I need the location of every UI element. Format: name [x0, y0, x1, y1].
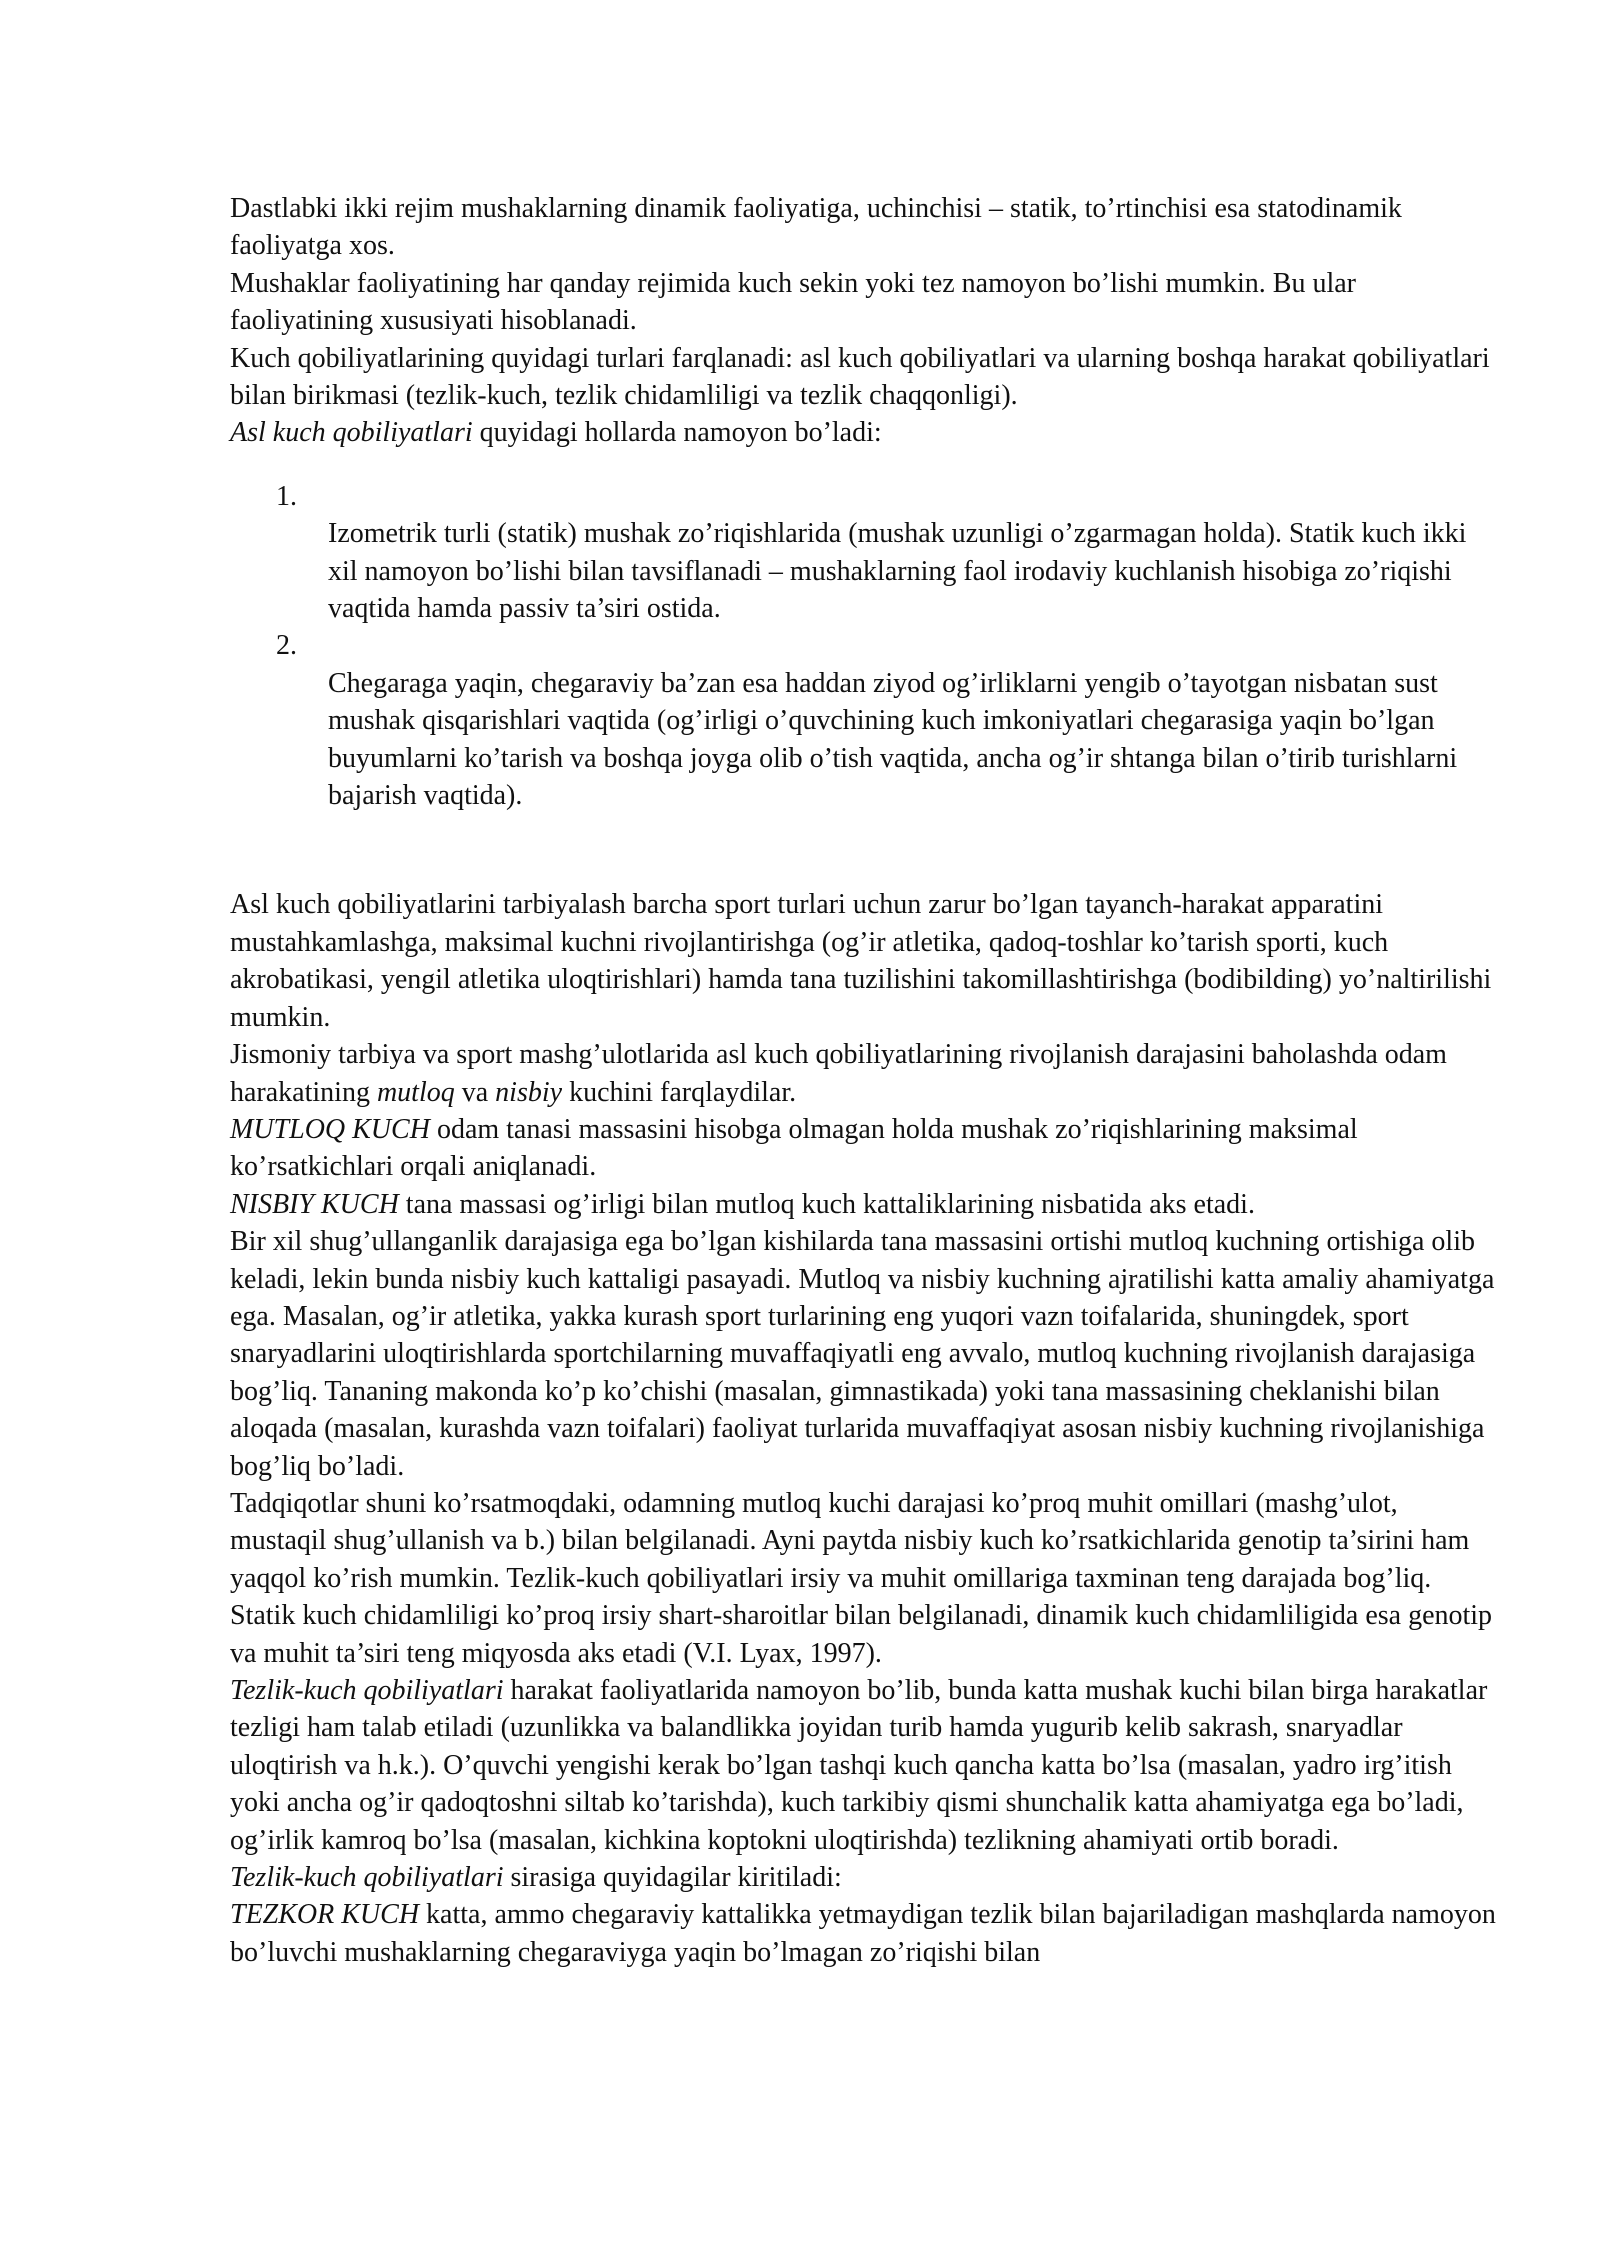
text-run: odam tanasi massasini hisobga olmagan holda mushak zo’riqishlarining maksimal ko’rsatkichlari orqali aniqlanadi.	[230, 1113, 1358, 1183]
paragraph-p9	[230, 1223, 1500, 1485]
paragraph-p8	[230, 1186, 1500, 1223]
text-run: tana massasi og’irligi bilan mutloq kuch kattaliklarining nisbatida aks etadi.	[398, 1188, 1255, 1220]
italic-term: nisbiy	[495, 1076, 563, 1108]
paragraph-p4	[230, 414, 1500, 451]
text-run: harakat faoliyatlarida namoyon bo’lib, bunda katta mushak kuchi bilan birga harakatlar tezligi ham talab etiladi (uzunlikka va balandlikka joyidan turib hamda yugurib kelib sakrash, snaryadlar uloqtirish va h.k.). O’quvchi yengishi kerak bo’lgan tashqi kuch qancha katta bo’lsa (masalan, yadro irg’itish yoki ancha og’ir qadoqtoshni siltab ko’tarishda), kuch tarkibiy qismi shunchalik katta ahamiyatga ega bo’ladi, og’irlik kamroq bo’lsa (masalan, kichkina koptokni uloqtirishda) tezlikning ahamiyati ortib boradi.	[230, 1675, 1488, 1856]
paragraph-p6	[230, 1036, 1500, 1111]
paragraph-p11	[230, 1672, 1500, 1859]
italic-term: TEZKOR KUCH	[230, 1899, 420, 1931]
text-run: katta, ammo chegaraviy kattalikka yetmaydigan tezlik bilan bajariladigan mashqlarda namoyon bo’luvchi mushaklarning chegaraviyga yaqin bo’lmagan zo’riqishi bilan	[230, 1899, 1496, 1968]
italic-term: Tezlik-kuch qobiliyatlari	[230, 1675, 504, 1706]
paragraph-p10	[230, 1485, 1500, 1672]
list-item	[230, 627, 1500, 814]
numbered-list	[230, 478, 1500, 815]
italic-term: mutloq	[376, 1076, 455, 1108]
text-run: va	[454, 1076, 496, 1108]
paragraph-p2	[230, 265, 1500, 340]
list-item-text: Chegaraga yaqin, chegaraviy ba’zan esa haddan ziyod og’irliklarni yengib o’tayotgan nisbatan sust mushak qisqarishlari vaqtida (og’irligi o’quvchining kuch imkoniyatlari chegarasiga yaqin bo’lgan buyumlarni ko’tarish va boshqa joyga olib o’tish vaqtida, ancha og’ir shtanga bilan o’tirib turishlarni bajarish vaqtida).	[328, 667, 1458, 812]
text-run: Kuch qobiliyatlarining quyidagi turlari farqlanadi: asl kuch qobiliyatlari va ularning boshqa harakat qobiliyatlari bilan birikmasi (tezlik-kuch, tezlik chidamliligi va tezlik chaqqonligi).	[230, 342, 1490, 412]
paragraph-gap	[230, 814, 1500, 886]
text-run: Mushaklar faoliyatining har qanday rejimida kuch sekin yoki tez namoyon bo’lishi mumkin. Bu ular faoliyatining xususiyati hisoblanadi.	[230, 267, 1356, 337]
paragraph-p3	[230, 340, 1500, 415]
italic-term: Asl kuch qobiliyatlari	[230, 417, 473, 449]
text-run: kuchini farqlaydilar.	[562, 1076, 797, 1108]
text-run: Bir xil shug’ullanganlik darajasiga ega bo’lgan kishilarda tana massasini ortishi mutloq kuchning ortishiga olib keladi, lekin bunda nisbiy kuch kattaligi pasayadi. Mutloq va nisbiy kuchning ajratilishi katta amaliy ahamiyatga ega. Masalan, og’ir atletika, yakka kurash sport turlarining eng yuqori vazn toifalarida, shuningdek, sport snaryadlarini uloqtirishlarda sportchilarning muvaffaqiyatli eng avvalo, mutloq kuchning rivojlanish darajasiga bog’liq. Tananing makonda ko’p ko’chishi (masalan, gimnastikada) yoki tana massasining cheklanishi bilan aloqada (masalan, kurashda vazn toifalari) faoliyat turlarida muvaffaqiyat asosan nisbiy kuchning rivojlanishiga bog’liq bo’ladi.	[230, 1226, 1495, 1482]
intro-paragraphs	[230, 190, 1500, 452]
text-run: sirasiga quyidagilar kiritiladi:	[503, 1862, 842, 1894]
paragraph-p12	[230, 1859, 1500, 1896]
list-number: 1.	[276, 480, 297, 512]
italic-term: MUTLOQ KUCH	[230, 1113, 430, 1145]
text-run: Dastlabki ikki rejim mushaklarning dinamik faoliyatiga, uchinchisi – statik, to’rtinchisi esa statodinamik faoliyatga xos.	[230, 193, 1402, 262]
italic-term: NISBIY KUCH	[230, 1188, 399, 1220]
text-run: quyidagi hollarda namoyon bo’ladi:	[472, 417, 882, 449]
paragraph-p5	[230, 886, 1500, 1036]
paragraph-p1	[230, 190, 1500, 265]
list-item-text: Izometrik turli (statik) mushak zo’riqishlarida (mushak uzunligi o’zgarmagan holda). Statik kuch ikki xil namoyon bo’lishi bilan tavsiflanadi – mushaklarning faol irodaviy kuchlanish hisobiga zo’riqishi vaqtida hamda passiv ta’siri ostida.	[328, 518, 1467, 625]
list-item	[230, 478, 1500, 628]
paragraph-p7	[230, 1111, 1500, 1186]
italic-term: Tezlik-kuch qobiliyatlari	[230, 1862, 504, 1894]
list-number: 2.	[276, 630, 297, 662]
text-run: Asl kuch qobiliyatlarini tarbiyalash barcha sport turlari uchun zarur bo’lgan tayanch-harakat apparatini mustahkamlashga, maksimal kuchni rivojlantirishga (og’ir atletika, qadoq-toshlar ko’tarish sporti, kuch akrobatikasi, yengil atletika uloqtirishlari) hamda tana tuzilishini takomillashtirishga (bodibilding) yo’naltirilishi mumkin.	[230, 889, 1492, 1033]
text-run: Jismoniy tarbiya va sport mashg’ulotlarida asl kuch qobiliyatlarining rivojlanish darajasini baholashda odam harakatining	[230, 1039, 1447, 1108]
paragraph-p13	[230, 1896, 1500, 1971]
body-paragraphs	[230, 886, 1500, 1971]
document-page	[230, 190, 1500, 1971]
text-run: Tadqiqotlar shuni ko’rsatmoqdaki, odamning mutloq kuchi darajasi ko’proq muhit omillari (mashg’ulot, mustaqil shug’ullanish va b.) bilan belgilanadi. Ayni paytda nisbiy kuch ko’rsatkichlarida genotip ta’sirini ham yaqqol ko’rish mumkin. Tezlik-kuch qobiliyatlari irsiy va muhit omillariga taxminan teng darajada bog’liq. Statik kuch chidamliligi ko’proq irsiy shart-sharoitlar bilan belgilanadi, dinamik kuch chidamliligida esa genotip va muhit ta’siri teng miqyosda aks etadi (V.I. Lyax, 1997).	[230, 1487, 1493, 1669]
